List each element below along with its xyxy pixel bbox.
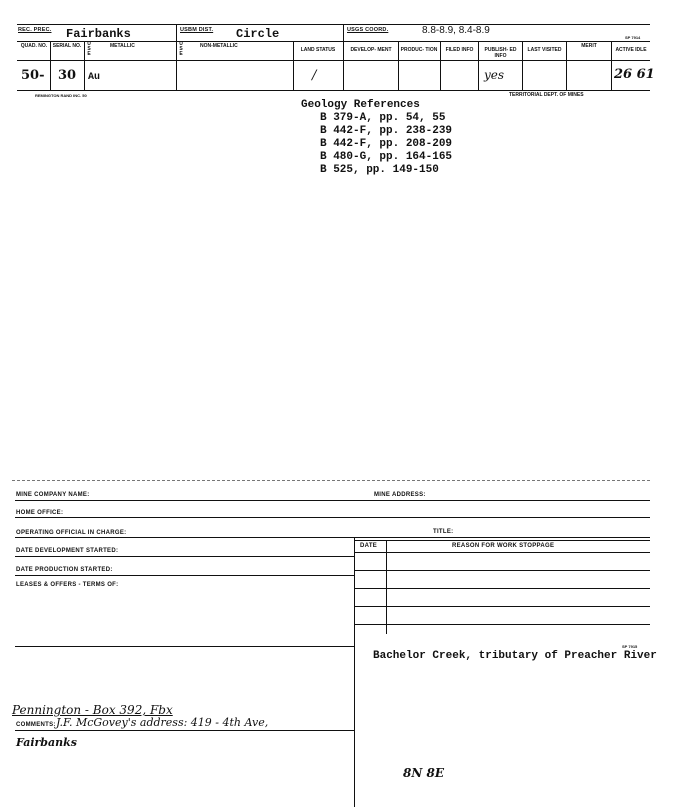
location-text: Bachelor Creek, tributary of Preacher River — [373, 650, 657, 662]
production-label: PRODUC- TION — [400, 47, 438, 53]
filed-info-label: FILED INFO — [445, 47, 474, 53]
date-column-label: DATE — [360, 543, 378, 549]
merit-label: MERIT — [581, 43, 597, 49]
form-number-top: SP 7914 — [625, 35, 641, 40]
form-number-bottom: SP 7915 — [622, 644, 638, 649]
non-metallic-label: NON-METALLIC — [200, 43, 238, 49]
rec-prec-label: REC. PREC. — [18, 27, 52, 33]
handwritten-mark: 8N 8E — [403, 766, 444, 780]
usbm-dist-value: Circle — [236, 27, 280, 41]
comments-line-1: J.F. McGovey's address: 419 - 4th Ave, — [56, 716, 269, 729]
usgs-coord-value: 8.8-8.9, 8.4-8.9 — [422, 25, 490, 36]
reason-column-label: REASON FOR WORK STOPPAGE — [452, 543, 555, 549]
active-idle-value: 26 61 — [614, 67, 655, 82]
title-label: TITLE: — [433, 529, 454, 535]
comments-line-2: Fairbanks — [16, 736, 77, 749]
metallic-value: Au — [88, 72, 101, 83]
geology-references-title: Geology References — [301, 99, 420, 111]
active-idle-label: ACTIVE IDLE — [615, 47, 647, 53]
published-info-label: PUBLISH- ED INFO — [484, 47, 517, 59]
serial-no-value: 30 — [58, 68, 77, 83]
land-status-label: LAND STATUS — [300, 47, 336, 53]
quad-no-label: QUAD. NO. — [20, 43, 48, 49]
handwritten-pennington: Pennington - Box 392, Fbx — [12, 703, 173, 717]
geology-reference-item: B 442-F, pp. 208-209 — [320, 138, 453, 150]
territorial-dept: TERRITORIAL DEPT. OF MINES — [509, 92, 584, 98]
geology-reference-item: B 379-A, pp. 54, 55 — [320, 112, 446, 124]
mine-company-name-label: MINE COMPANY NAME: — [16, 492, 90, 498]
metallic-label: METALLIC — [110, 43, 135, 49]
usbm-dist-label: USBM DIST. — [180, 27, 214, 33]
use-letters-metallic: U S E — [87, 41, 91, 57]
published-info-value: yes — [484, 68, 505, 82]
mine-address-label: MINE ADDRESS: — [374, 492, 426, 498]
geology-reference-item: B 525, pp. 149-150 — [320, 164, 439, 176]
leases-offers-label: LEASES & OFFERS - TERMS OF: — [16, 582, 119, 588]
last-visited-label: LAST VISITED — [527, 47, 562, 53]
usgs-coord-label: USGS COORD. — [347, 27, 389, 33]
operating-official-label: OPERATING OFFICIAL IN CHARGE: — [16, 530, 127, 536]
geology-reference-item: B 442-F, pp. 238-239 — [320, 125, 453, 137]
rec-prec-value: Fairbanks — [66, 27, 131, 41]
development-label: DEVELOP- MENT — [350, 47, 392, 53]
home-office-label: HOME OFFICE: — [16, 510, 64, 516]
printer-imprint: REMINGTON RAND INC. 50 — [35, 93, 87, 98]
geology-reference-item: B 480-G, pp. 164-165 — [320, 151, 453, 163]
date-production-started-label: DATE PRODUCTION STARTED: — [16, 567, 113, 573]
date-development-started-label: DATE DEVELOPMENT STARTED: — [16, 548, 119, 554]
serial-no-label: SERIAL NO. — [52, 43, 82, 49]
quad-no-value: 50- — [21, 68, 45, 83]
use-letters-non-metallic: U S E — [179, 41, 183, 57]
land-status-value: / — [312, 68, 317, 83]
comments-label: COMMENTS: — [16, 722, 56, 728]
